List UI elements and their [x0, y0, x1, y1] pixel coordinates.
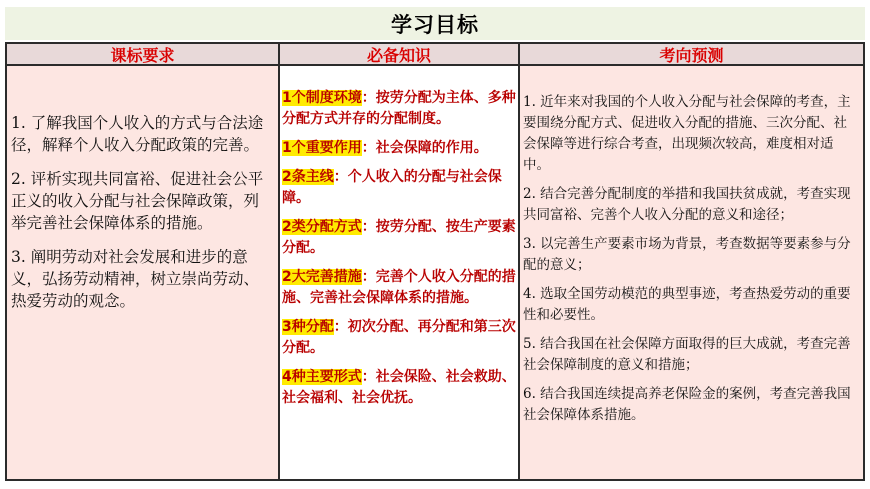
knowledge-text: ：社会保障的作用。	[361, 140, 488, 156]
header-predictions: 考向预测	[520, 42, 865, 66]
page-title: 学习目标	[391, 12, 479, 37]
prediction-item: 3. 以完善生产要素市场为背景，考查数据等要素参与分配的意义；	[523, 236, 851, 273]
prediction-item: 2. 结合完善分配制度的举措和我国扶贫成就，考查实现共同富裕、完善个人收入分配的意义和途径；	[523, 186, 851, 223]
knowledge-tag: 1个重要作用	[282, 140, 362, 156]
knowledge-tag: 2条主线	[282, 169, 334, 185]
knowledge-column	[280, 66, 520, 481]
knowledge-item	[282, 88, 516, 130]
header-requirements: 课标要求	[5, 42, 280, 66]
knowledge-item	[282, 167, 516, 209]
prediction-item: 1. 近年来对我国的个人收入分配与社会保障的考查，主要围绕分配方式、促进收入分配的措施、三次分配、社会保障等进行综合考查，出现频次较高，难度相对适中。	[523, 94, 851, 173]
knowledge-tag: 3种分配	[282, 319, 334, 335]
knowledge-tag: 2大完善措施	[282, 269, 362, 285]
prediction-item: 6. 结合我国连续提高养老保险金的案例，考查完善我国社会保障体系措施。	[523, 386, 851, 423]
requirement-item: 1. 了解我国个人收入的方式与合法途径，解释个人收入分配政策的完善。	[11, 114, 264, 154]
header-knowledge: 必备知识	[280, 42, 520, 66]
knowledge-item	[282, 267, 516, 309]
knowledge-tag: 4种主要形式	[282, 369, 362, 385]
title-bar	[5, 7, 865, 40]
requirement-item: 2. 评析实现共同富裕、促进社会公平正义的收入分配与社会保障政策，列举完善社会保障体系的措施。	[11, 170, 264, 232]
prediction-item: 4. 选取全国劳动模范的典型事迹，考查热爱劳动的重要性和必要性。	[523, 286, 851, 323]
knowledge-text: ：个人收入的分配与社会保障。	[282, 169, 502, 206]
requirements-column	[5, 66, 280, 481]
requirement-item: 3. 阐明劳动对社会发展和进步的意义，弘扬劳动精神，树立崇尚劳动、热爱劳动的观念。	[11, 248, 260, 310]
knowledge-item	[282, 138, 516, 159]
knowledge-item	[282, 217, 516, 259]
predictions-column	[520, 66, 865, 481]
knowledge-tag: 2类分配方式	[282, 219, 362, 235]
knowledge-text: ：初次分配、再分配和第三次分配。	[282, 319, 516, 356]
prediction-item: 5. 结合我国在社会保障方面取得的巨大成就，考查完善社会保障制度的意义和措施；	[523, 336, 851, 373]
knowledge-item	[282, 367, 516, 409]
knowledge-tag: 1个制度环境	[282, 90, 362, 106]
knowledge-text: ：社会保险、社会救助、社会福利、社会优抚。	[282, 369, 516, 406]
knowledge-text: ：按劳分配、按生产要素分配。	[282, 219, 516, 256]
knowledge-text: ：按劳分配为主体、多种分配方式并存的分配制度。	[282, 90, 516, 127]
knowledge-item	[282, 317, 516, 359]
knowledge-text: ：完善个人收入分配的措施、完善社会保障体系的措施。	[282, 269, 516, 306]
